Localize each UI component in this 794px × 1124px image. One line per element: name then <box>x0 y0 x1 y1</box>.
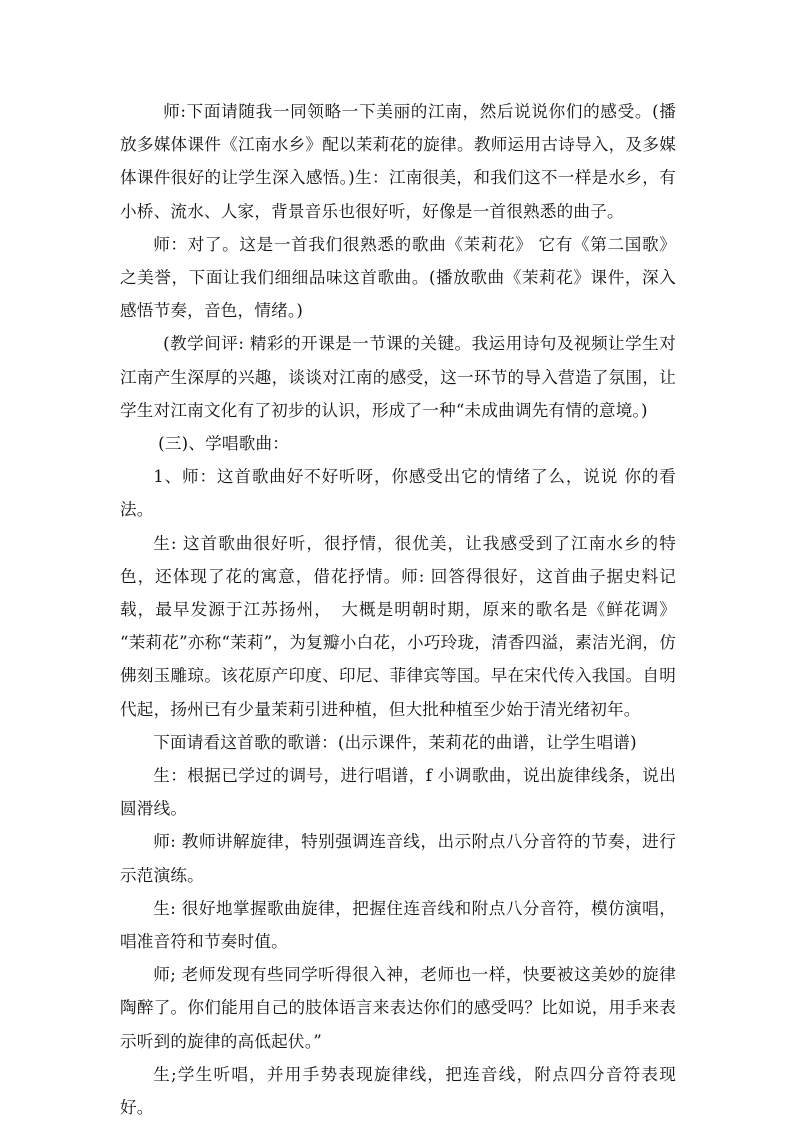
paragraph-teacher-explains-melody: 师: 教师讲解旋律，特别强调连音线，出示附点八分音符的节奏，进行示范演练。 <box>120 832 676 885</box>
paragraph-score-intro: 下面请看这首歌的歌谱：(出示课件，茉莉花的曲谱，让学生唱谱) <box>153 732 637 752</box>
paragraph-molihua-song: 师：对了。这是一首我们很熟悉的歌曲《茉莉花》 它有《第二国歌》之美誉，下面让我们细细品味这首歌曲。(播放歌曲《茉莉花》课件，深入感悟节奏，音色，情绪。) <box>120 234 676 321</box>
section-heading-learn-song: (三)、学唱歌曲： <box>158 434 290 454</box>
paragraph-student-sight-singing: 生：根据已学过的调号，进行唱谱，f 小调歌曲，说出旋律线条，说出圆滑线。 <box>120 766 676 819</box>
paragraph-student-gestures: 生;学生听唱，并用手势表现旋律线，把连音线，附点四分音符表现好。 <box>120 1064 676 1118</box>
paragraph-teaching-commentary: (教学间评: 精彩的开课是一节课的关键。我运用诗句及视频让学生对江南产生深厚的兴趣，谈谈对江南的感受，这一环节的导入营造了氛围，让学生对江南文化有了初步的认识，形成了一种“未成曲调先有情的意境。) <box>120 334 676 420</box>
paragraph-question-emotion: 1、师：这首歌曲好不好听呀，你感受出它的情绪了么，说说 你的看法。 <box>120 467 676 520</box>
paragraph-body-language: 师; 老师发现有些同学听得很入神，老师也一样，快要被这美妙的旋律陶醉了。你们能用自己的肢体语言来表达你们的感受吗？比如说，用手来表示听到的旋律的高低起伏。” <box>120 965 676 1051</box>
paragraph-song-history: 生: 这首歌曲很好听，很抒情，很优美，让我感受到了江南水乡的特色，还体现了花的寓意，借花抒情。师: 回答得很好，这首曲子据史料记载，最早发源于江苏扬州， 大概是明朝时期，原来的歌名是《鲜花调》 “茉莉花”亦称“茉莉”，为复瓣小白花，小巧玲珑，清香四溢，素洁光润，仿佛刻玉雕琼。该花原产印度、印尼、菲律宾等国。早在宋代传入我国。自明代起，扬州已有少量茉莉引进种植，但大批种植至少始于清光绪初年。 <box>120 533 676 719</box>
lesson-text-body <box>120 95 676 1124</box>
paragraph-student-masters-melody: 生: 很好地掌握歌曲旋律，把握住连音线和附点八分音符，模仿演唱，唱准音符和节奏时值。 <box>120 898 676 952</box>
paragraph-jiangnan-intro: 师:下面请随我一同领略一下美丽的江南，然后说说你们的感受。(播放多媒体课件《江南水乡》配以茉莉花的旋律。教师运用古诗导入，及多媒体课件很好的让学生深入感悟。)生：江南很美，和我们这不一样是水乡，有小桥、流水、人家，背景音乐也很好听，好像是一首很熟悉的曲子。 <box>120 102 676 221</box>
